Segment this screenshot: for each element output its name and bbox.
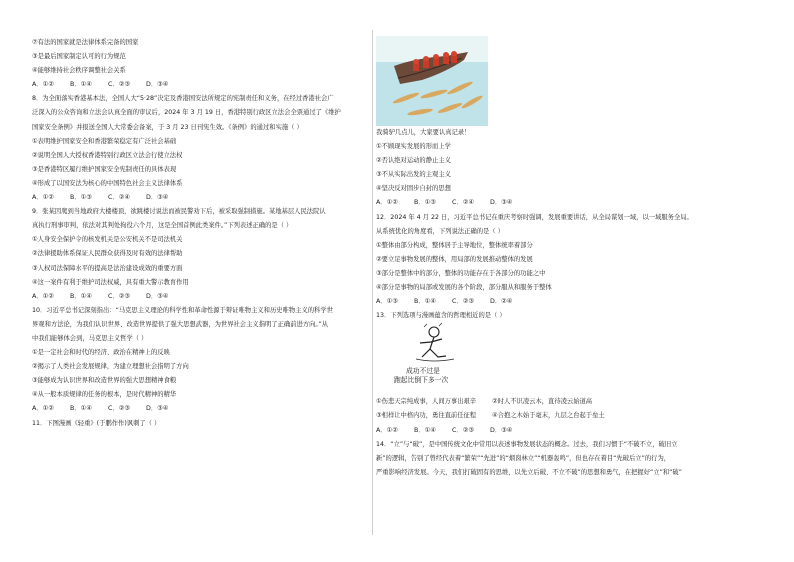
q11-caption: 我骑驴几点儿，大家要认真记录！ (376, 129, 471, 136)
q11-stem: 11．下图漫画《轻重》(于鹏作作)讽刺了（ ） (32, 419, 161, 427)
right-column (376, 36, 768, 480)
q9-stem-line-1: 9．张某因爬到当地政府大楼楼顶，欲跳楼讨说法而被民警劝下后，被采取强制措施。某地基层人民法院认 (32, 208, 326, 216)
q13-item-4: ④合抱之木始于毫末，九层之台起于垒土 (492, 412, 605, 420)
q12-option-d: D．②④ (490, 298, 513, 306)
q12-item-1: ①整体由部分构成，整体居于主导地位，整体统率着部分 (376, 241, 533, 249)
q9-option-c: C．②③ (108, 292, 130, 300)
q11-options (376, 196, 768, 210)
q14-stem-line-1: 14．“立”与“破”，是中国传统文化中常用以表述事物发展状态的概念。过去，我们习惯于“不破不立，破旧立 (376, 440, 678, 448)
left-column (32, 36, 368, 431)
q10-option-c: C．②③ (108, 405, 130, 413)
q14-stem-line-3: 严重影响经济发展。今天，我们打破固有的思维，以先立后破、不立不破”的思想和勇气，在把握好“立”和“破” (376, 468, 682, 476)
q12-option-a: A．①③ (376, 298, 398, 306)
q10-option-a: A．①② (32, 405, 54, 413)
q9-item-2: ②法律援助体系保证人民群众获得及时有效的法律帮助 (32, 250, 183, 258)
q8-option-c: C．②④ (108, 194, 130, 202)
q8-item-1: ①表明维护国家安全和香港繁荣稳定有广泛社会基础 (32, 137, 177, 145)
q13-items-row-2 (376, 409, 768, 423)
q13-option-a: A．①② (376, 426, 398, 434)
q7-options (32, 78, 368, 92)
q12-item-2: ②要立足事物发展的整体，用局部的发展推动整体的发展 (376, 255, 533, 263)
q10-stem-line-1: 10．习近平总书记深刻指出：“马克思主义理论的科学性和革命性源于辩证唯物主义和历史唯物主义的科学世 (32, 306, 333, 314)
q11-option-c: C．②④ (452, 199, 474, 207)
q7-option-c: C．②③ (108, 81, 130, 89)
q10-stem-line-2: 界观和方法论，为我们认识世界、改造世界提供了强大思想武器，为世界社会主义指明了正确前进方向。”从 (32, 320, 329, 328)
q12-stem-line-2: 从系统优化的角度看，下列说法正确的是（ ） (376, 227, 504, 235)
q10-stem-line-3: 中我们能够体会到，马克思主义哲学（ ） (32, 334, 148, 342)
q9-item-1: ①人身安全保护令的核发机关是公安机关不是司法机关 (32, 236, 183, 244)
q8-stem-line-2: 泛深入的公众咨询和立法会认真全面的审议后，2024 年 3 月 19 日，香港特别行政区立法会全票通过了《维护 (32, 109, 341, 117)
q12-option-b: B．①④ (414, 298, 436, 306)
q9-item-4: ④这一案件有利于维护司法权威，具有重大警示教育作用 (32, 278, 189, 286)
q11-item-3: ③不从实际出发的主观主义 (376, 171, 451, 179)
boat-cartoon-image (376, 36, 488, 126)
q13-item-1: ①伤悲天宗纯成事，人间万事出艰辛 (376, 398, 477, 406)
q9-option-a: A．①② (32, 292, 54, 300)
q7-item-4: ④能够维持社会秩序调整社会关系 (32, 67, 126, 75)
q8-stem-line-3: 国家安全条例》并报送全国人大常委会备案，于 3 月 23 日刊宪生效。《条例》的通过和实施（ ） (32, 123, 303, 131)
q14-stem-line-2: 新”的逻辑，告别了曾经代表着“繁荣”“先进”的“烟囱林立”“机器轰鸣”，但也存在着目“先破后立”的行为， (376, 454, 671, 462)
cartoon-caption-2: 跑起比倒下多一次 (394, 376, 449, 385)
q7-item-3: ③是最后国家制定认可的行为规范 (32, 53, 126, 61)
column-divider (372, 30, 373, 535)
q12-item-4: ④部分是事物的局部或发展的各个阶段，部分服从和服务于整体 (376, 284, 552, 292)
q10-item-4: ④从一般本质规律的任务的根本，是时代精神的精华 (32, 391, 177, 399)
q9-item-3: ③人权司法保障水平的提高是法治建设成效的重要方面 (32, 264, 183, 272)
cartoon-caption-1: 成功不过是 (406, 367, 440, 376)
q8-item-2: ②说明全国人大授权香港特别行政区立法会行使立法权 (32, 151, 183, 159)
q10-item-2: ②揭示了人类社会发展规律，为建立理想社会指明了方向 (32, 363, 189, 371)
q12-item-3: ③部分是整体中的部分，整体的功能存在于各部分的功能之中 (376, 269, 546, 277)
q9-option-b: B．①④ (70, 292, 92, 300)
q13-options (376, 424, 768, 438)
q10-option-b: B．①④ (70, 405, 92, 413)
q7-option-a: A．①② (32, 81, 54, 89)
q13-item-2: ②时人不识凌云木，直待凌云始道高 (492, 398, 593, 406)
q9-option-d: D．③④ (146, 292, 169, 300)
q7-option-d: D．③④ (146, 81, 169, 89)
q12-option-c: C．②③ (452, 298, 474, 306)
q8-item-4: ④形成了以国安法为核心的中国特色社会主义法律体系 (32, 179, 183, 187)
q8-options (32, 191, 368, 205)
q10-item-3: ③能够成为认识世界和改造世界的强大思想精神食粮 (32, 377, 177, 385)
q13-option-b: B．①④ (414, 426, 436, 434)
q10-item-1: ①是一定社会和时代的经济、政治在精神上的反映 (32, 349, 170, 357)
q13-items-row-1 (376, 395, 768, 409)
q7-option-b: B．①④ (70, 81, 92, 89)
q11-cartoon-boat (376, 36, 768, 126)
q8-stem-line-1: 8．为全面落实香港基本法，全国人大“5·28”决定及香港国安法所规定的宪制责任和义务，在经过香港社会广 (32, 95, 334, 103)
q9-stem-line-2: 真执行刑事审判，依法对其判处拘役六个月，这是全国首例此类案件。”下列表述正确的是（ ） (32, 222, 293, 230)
q11-option-a: A．①② (376, 199, 398, 207)
q12-stem-line-1: 12．2024 年 4 月 22 日，习近平总书记在重庆考察时强调，发展重要讲话，从全局谋划一域，以一域服务全局。 (376, 213, 693, 221)
q11-item-2: ②否认绝对运动的静止主义 (376, 157, 451, 165)
q9-options (32, 290, 368, 304)
q13-cartoon (394, 323, 768, 395)
q13-option-c: C．②③ (452, 426, 474, 434)
q12-options (376, 295, 768, 309)
q11-option-d: D．③④ (490, 199, 513, 207)
q11-option-b: B．①③ (414, 199, 436, 207)
q13-option-d: D．③④ (490, 426, 513, 434)
q10-option-d: D．③④ (146, 405, 169, 413)
q11-item-4: ④坚决反对固步自封的思想 (376, 185, 451, 193)
q10-options (32, 402, 368, 416)
q13-stem: 13．下列选项与漫画蕴含的哲理相近的是（ ） (376, 312, 506, 320)
q7-item-1: ⑦有法的国家就是法律体系完备的国家 (32, 39, 139, 46)
q8-option-b: B．①③ (70, 194, 92, 202)
q8-option-a: A．①② (32, 194, 54, 202)
q8-item-3: ③是香港特区履行维护国家安全宪制责任的具体表现 (32, 165, 177, 173)
q8-option-d: D．③④ (146, 194, 169, 202)
q13-item-3: ③相样让中格内功，勇往直前任征程 (376, 412, 477, 420)
q11-item-1: ①不顾现实发展的形而上学 (376, 143, 451, 151)
fallen-person-cartoon-image (394, 323, 484, 367)
